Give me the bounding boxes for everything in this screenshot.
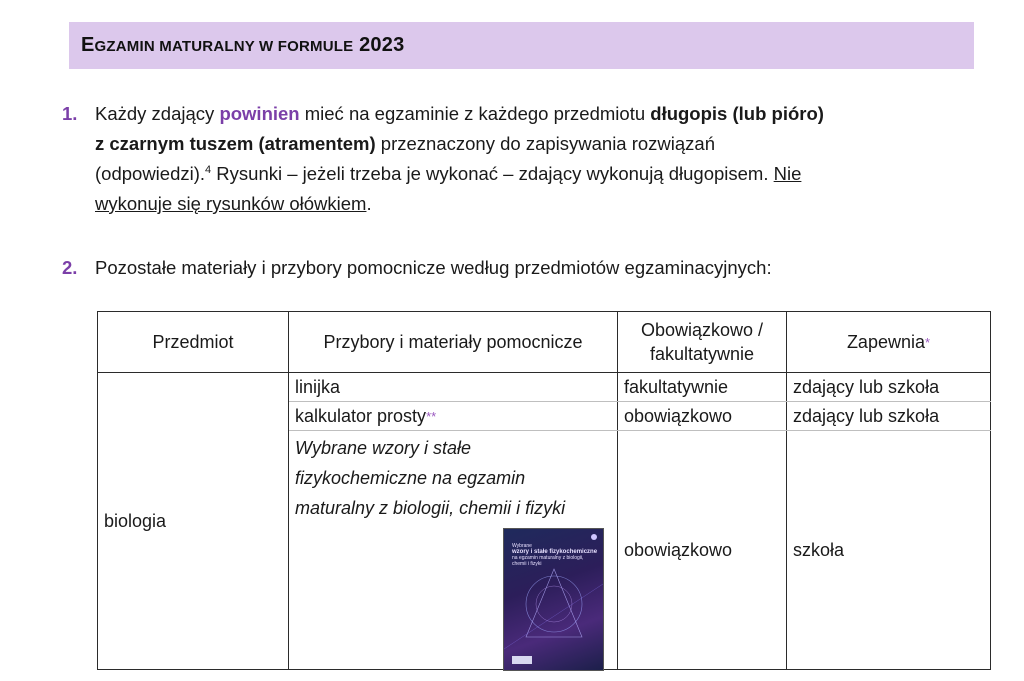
status-cell: obowiązkowo (618, 431, 787, 670)
provider-cell: zdający lub szkoła (787, 373, 991, 402)
text-run: przeznaczony do zapisywania rozwiązań (375, 133, 716, 154)
provider-cell: zdający lub szkoła (787, 402, 991, 431)
section-title (81, 34, 404, 57)
status-cell: fakultatywnie (618, 373, 787, 402)
subject-cell: biologia (98, 373, 289, 670)
table-row (98, 373, 991, 402)
header-subject: Przedmiot (98, 312, 289, 373)
item-cell (289, 402, 618, 431)
text-run: Każdy zdający (95, 103, 220, 124)
header-mandatory: Obowiązkowo / fakultatywnie (618, 312, 787, 373)
text-run: mieć na egzaminie z każdego przedmiotu (299, 103, 651, 124)
item-text: Pozostałe materiały i przybory pomocnicze według przedmiotów egzaminacyjnych: (95, 257, 772, 278)
title-initial: E (81, 34, 95, 56)
asterisk-marker: * (924, 334, 931, 350)
item-label: kalkulator prosty (295, 405, 427, 426)
text-run: . (366, 193, 372, 214)
text-run: (odpowiedzi). (95, 163, 206, 184)
cover-kicker: Wybrane (512, 543, 532, 549)
cover-subtitle: na egzamin maturalny z biologii, chemii i fizyki (512, 555, 584, 567)
geometric-pattern-icon (504, 529, 603, 670)
bold-text: z czarnym tuszem (atramentem) (95, 133, 376, 154)
status-cell: obowiązkowo (618, 402, 787, 431)
title-smallcaps: GZAMIN MATURALNY W FORMULE (94, 38, 354, 55)
item-label: Wybrane wzory i stałe fizykochemiczne na egzamin maturalny z biologii, chemii i fizyki (295, 438, 566, 518)
item-number: 1. (62, 103, 78, 124)
booklet-cover-image (503, 528, 604, 671)
header-provider-label: Zapewnia (846, 331, 925, 352)
text-run: Rysunki – jeżeli trzeba je wykonać – zdający wykonują długopisem. (211, 163, 774, 184)
bold-text: długopis (lub pióro) (650, 103, 824, 124)
item-text (95, 99, 975, 219)
provider-cell: szkoła (787, 431, 991, 670)
footnote-marker: 4 (205, 163, 212, 176)
item-number: 2. (62, 257, 78, 278)
item-cell: linijka (289, 373, 618, 402)
header-materials: Przybory i materiały pomocnicze (289, 312, 618, 373)
underlined-text: Nie (773, 163, 802, 184)
emphasis-text: powinien (219, 103, 300, 124)
table-header-row (98, 312, 991, 373)
underlined-text: wykonuje się rysunków ołówkiem (95, 193, 367, 214)
title-year: 2023 (359, 34, 405, 56)
asterisk-marker: ** (426, 408, 437, 424)
section-banner (69, 22, 974, 69)
header-provider (787, 312, 991, 373)
cover-title: wzory i stałe fizykochemiczne (512, 549, 598, 555)
publisher-logo (512, 656, 532, 664)
